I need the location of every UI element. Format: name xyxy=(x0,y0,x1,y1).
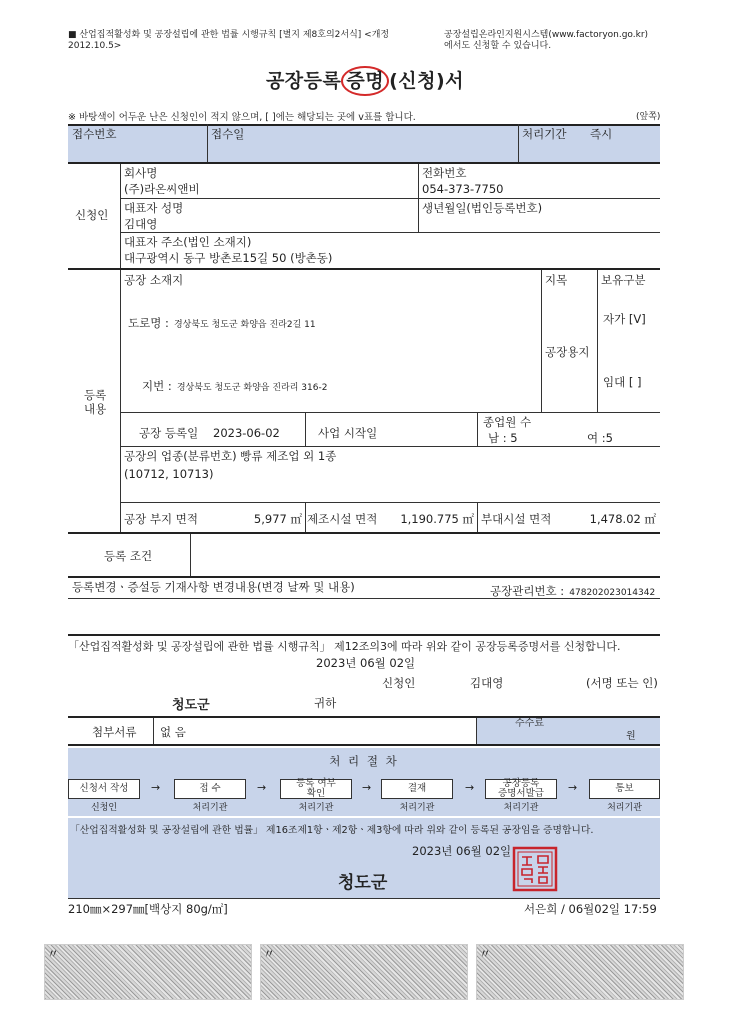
attachments-label: 첨부서류 xyxy=(92,725,137,739)
certification-date: 2023년 06월 02일 xyxy=(412,844,512,858)
step-box-review: 등록 여부 확인 xyxy=(280,779,352,799)
application-recipient: 청도군 xyxy=(172,698,210,713)
step-box-application: 신청서 작성 xyxy=(68,779,140,799)
applicant-section-label: 신청인 xyxy=(75,208,109,222)
industry-type-value: 빵류 제조업 외 1종 xyxy=(240,449,337,463)
registration-label-line-1: 등록 xyxy=(84,388,107,402)
flow-arrow-4: → xyxy=(465,781,475,794)
site-area-label: 공장 부지 면적 xyxy=(124,512,198,526)
receipt-date-label: 접수일 xyxy=(211,127,245,141)
processing-period-label: 처리기간 xyxy=(522,127,567,141)
registration-label-line-2: 내용 xyxy=(84,402,107,417)
phone-label: 전화번호 xyxy=(422,166,467,180)
flow-arrow-2: → xyxy=(257,781,267,794)
official-seal xyxy=(512,846,558,892)
step-box-notification: 통보 xyxy=(589,779,660,799)
representative-name-label: 대표자 성명 xyxy=(124,201,184,215)
ownership-leased-option: 임대 [ ] xyxy=(603,375,642,389)
law-reference-line-1: ■ 산업집적활성화 및 공장설립에 관한 법률 시행규칙 [별지 제8호의2서식] <개정 xyxy=(68,30,390,40)
management-number-value: 478202023014342 xyxy=(569,588,656,598)
step-actor-notification: 처리기관 xyxy=(607,803,642,813)
paper-size-note: 210㎜×297㎜[백상지 80g/㎡] xyxy=(68,902,228,916)
applicant-signature-label: 신청인 xyxy=(382,676,416,690)
application-date: 2023년 06월 02일 xyxy=(316,656,416,670)
registration-conditions-label: 등록 조건 xyxy=(104,549,153,563)
management-number-label: 공장관리번호 : xyxy=(490,584,565,598)
security-pattern-right: 〃 xyxy=(476,944,684,1000)
representative-address-value: 대구광역시 동구 방촌로15길 50 (방촌동) xyxy=(124,251,333,265)
registration-section-label xyxy=(84,388,106,417)
representative-name-value: 김대영 xyxy=(124,217,158,231)
processing-period-value: 즉시 xyxy=(590,127,613,141)
representative-address-label: 대표자 주소(법인 소재지) xyxy=(124,235,252,249)
road-address xyxy=(128,312,316,331)
company-name-label: 회사명 xyxy=(124,166,158,180)
procedure-title: 처 리 절 차 xyxy=(68,748,660,774)
step-box-approval: 결재 xyxy=(381,779,453,799)
front-page-label: (앞쪽) xyxy=(636,112,661,122)
print-info: 서은희 / 06월02일 17:59 xyxy=(524,902,657,916)
law-reference xyxy=(68,30,389,52)
applicant-signature-name: 김대영 xyxy=(470,676,504,690)
attachments-value: 없 음 xyxy=(160,725,186,739)
security-pattern-center: 〃 xyxy=(260,944,468,1000)
ownership-type-label: 보유구분 xyxy=(601,273,646,287)
employee-count-label: 종업원 수 xyxy=(483,415,532,429)
flow-arrow-5: → xyxy=(568,781,578,794)
document-title xyxy=(0,66,730,93)
title-part-1: 공장등록 xyxy=(265,70,342,92)
title-part-3: (신청)서 xyxy=(389,70,465,92)
online-system-note xyxy=(444,30,648,52)
fee-label: 수수료 xyxy=(515,718,544,729)
auxiliary-area-value: 1,478.02 ㎡ xyxy=(589,512,656,526)
law-reference-line-2: 2012.10.5> xyxy=(68,40,122,51)
road-address-label: 도로명 : xyxy=(128,316,169,330)
land-category-label: 지목 xyxy=(545,273,568,287)
step-actor-issuance: 처리기관 xyxy=(503,803,539,813)
manufacturing-area-value: 1,190.775 ㎡ xyxy=(400,512,474,526)
recipient-honorific: 귀하 xyxy=(314,696,337,710)
fee-unit: 원 xyxy=(626,731,636,742)
certification-statement: 「산업집적활성화 및 공장설립에 관한 법률」 제16조제1항ㆍ제2항ㆍ제3항에 따라 위와 같이 등록된 공장임을 증명합니다. xyxy=(70,825,594,836)
online-note-line-2: 에서도 신청할 수 있습니다. xyxy=(444,40,552,51)
factory-management-number xyxy=(490,580,655,599)
receipt-number-label: 접수번호 xyxy=(72,127,117,141)
factory-registration-date-label: 공장 등록일 xyxy=(139,426,199,440)
signature-or-seal-label: (서명 또는 인) xyxy=(586,676,658,690)
company-name-value: (주)라온씨앤비 xyxy=(124,182,200,196)
change-history-label: 등록변경ㆍ증설등 기재사항 변경내용(변경 날짜 및 내용) xyxy=(72,580,355,594)
online-note-line-1: 공장설립온라인지원시스템(www.factoryon.go.kr) xyxy=(444,30,649,40)
auxiliary-area-label: 부대시설 면적 xyxy=(481,512,552,526)
industry-type-label: 공장의 업종(분류번호) xyxy=(124,449,237,463)
receipt-row xyxy=(68,124,660,162)
site-area-value: 5,977 ㎡ xyxy=(253,512,302,526)
step-actor-receipt: 처리기관 xyxy=(192,803,228,813)
step-actor-approval: 처리기관 xyxy=(399,803,435,813)
application-statement: 「산업집적활성화 및 공장설립에 관한 법률 시행규칙」 제12조의3에 따라 위와 같이 공장등록증명서를 신청합니다. xyxy=(68,640,621,653)
security-pattern-left: 〃 xyxy=(44,944,252,1000)
industry-codes: (10712, 10713) xyxy=(124,467,214,481)
phone-value: 054-373-7750 xyxy=(422,182,504,196)
female-employees: 여 :5 xyxy=(587,431,613,445)
step-actor-review: 처리기관 xyxy=(298,803,334,813)
step-box-issuance: 공장등록 증명서발급 xyxy=(485,779,557,799)
step-box-receipt: 접 수 xyxy=(174,779,246,799)
flow-arrow-3: → xyxy=(362,781,372,794)
industry-type xyxy=(124,449,336,463)
road-address-value: 경상북도 청도군 화양읍 진라2길 11 xyxy=(173,320,316,330)
business-start-date-label: 사업 시작일 xyxy=(318,426,378,440)
birth-date-label: 생년월일(법인등록번호) xyxy=(422,201,543,215)
ownership-owned-option: 자가 [V] xyxy=(603,312,646,326)
lot-address-label: 지번 : xyxy=(142,379,172,393)
issuing-authority: 청도군 xyxy=(338,873,388,893)
step-actor-application: 신청인 xyxy=(90,803,118,813)
lot-address xyxy=(142,375,327,394)
factory-registration-date-value: 2023-06-02 xyxy=(213,426,280,440)
factory-location-label: 공장 소재지 xyxy=(124,273,184,287)
land-category-value: 공장용지 xyxy=(545,345,590,359)
flow-arrow-1: → xyxy=(151,781,161,794)
title-circled-word: 증명 xyxy=(341,66,389,96)
male-employees: 남 : 5 xyxy=(488,431,518,445)
shading-notice: ※ 바탕색이 어두운 난은 신청인이 적지 않으며, [ ]에는 해당되는 곳에 v표를 합니다. xyxy=(68,112,416,123)
lot-address-value: 경상북도 청도군 화양읍 진라리 316-2 xyxy=(176,383,328,393)
manufacturing-area-label: 제조시설 면적 xyxy=(307,512,378,526)
